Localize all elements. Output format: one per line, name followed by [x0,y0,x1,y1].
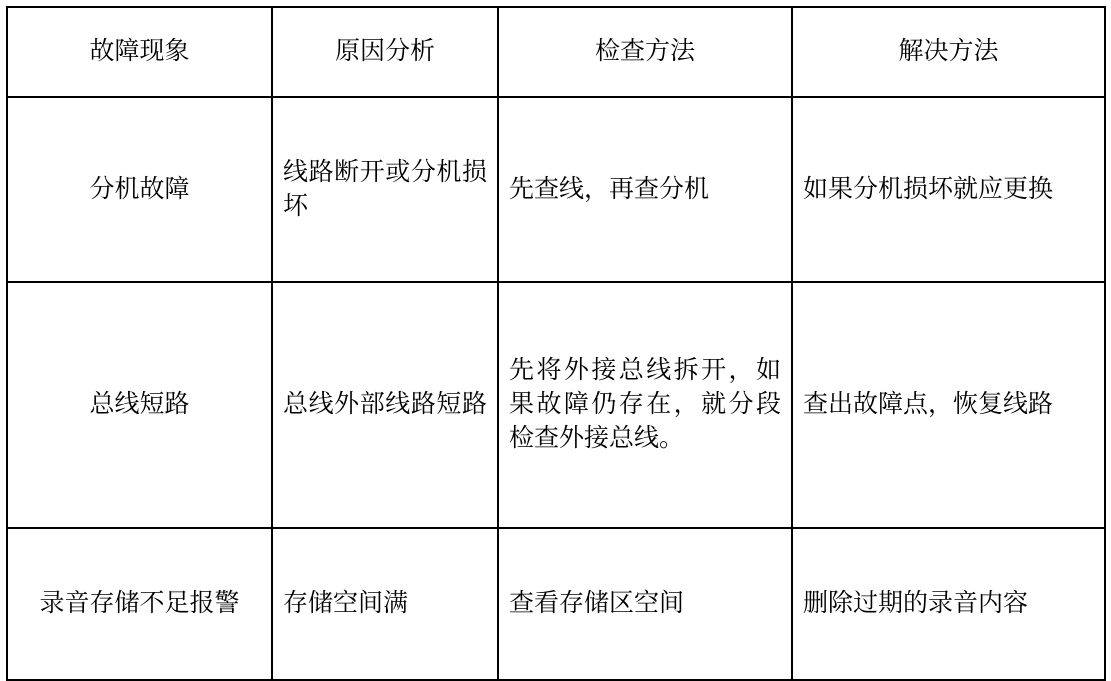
table-header-row [7,7,1105,97]
cell-solution: 删除过期的录音内容 [792,528,1105,680]
cell-phenomenon: 分机故障 [7,97,272,282]
column-header-check: 检查方法 [498,7,792,97]
cell-check: 先将外接总线拆开，如果故障仍存在，就分段检查外接总线。 [498,282,792,528]
cell-cause: 线路断开或分机损坏 [272,97,498,282]
column-header-solution: 解决方法 [792,7,1105,97]
document-page [0,6,1111,656]
cell-solution: 查出故障点，恢复线路 [792,282,1105,528]
cell-phenomenon: 录音存储不足报警 [7,528,272,680]
table-row [7,97,1105,282]
cell-check: 查看存储区空间 [498,528,792,680]
table-header [7,7,1105,97]
fault-diagnosis-table [6,6,1106,681]
cell-cause: 存储空间满 [272,528,498,680]
column-header-phenomenon: 故障现象 [7,7,272,97]
column-header-cause: 原因分析 [272,7,498,97]
cell-cause: 总线外部线路短路 [272,282,498,528]
table-row [7,528,1105,680]
cell-phenomenon: 总线短路 [7,282,272,528]
table-row [7,282,1105,528]
cell-solution: 如果分机损坏就应更换 [792,97,1105,282]
table-body [7,97,1105,680]
cell-check: 先查线，再查分机 [498,97,792,282]
